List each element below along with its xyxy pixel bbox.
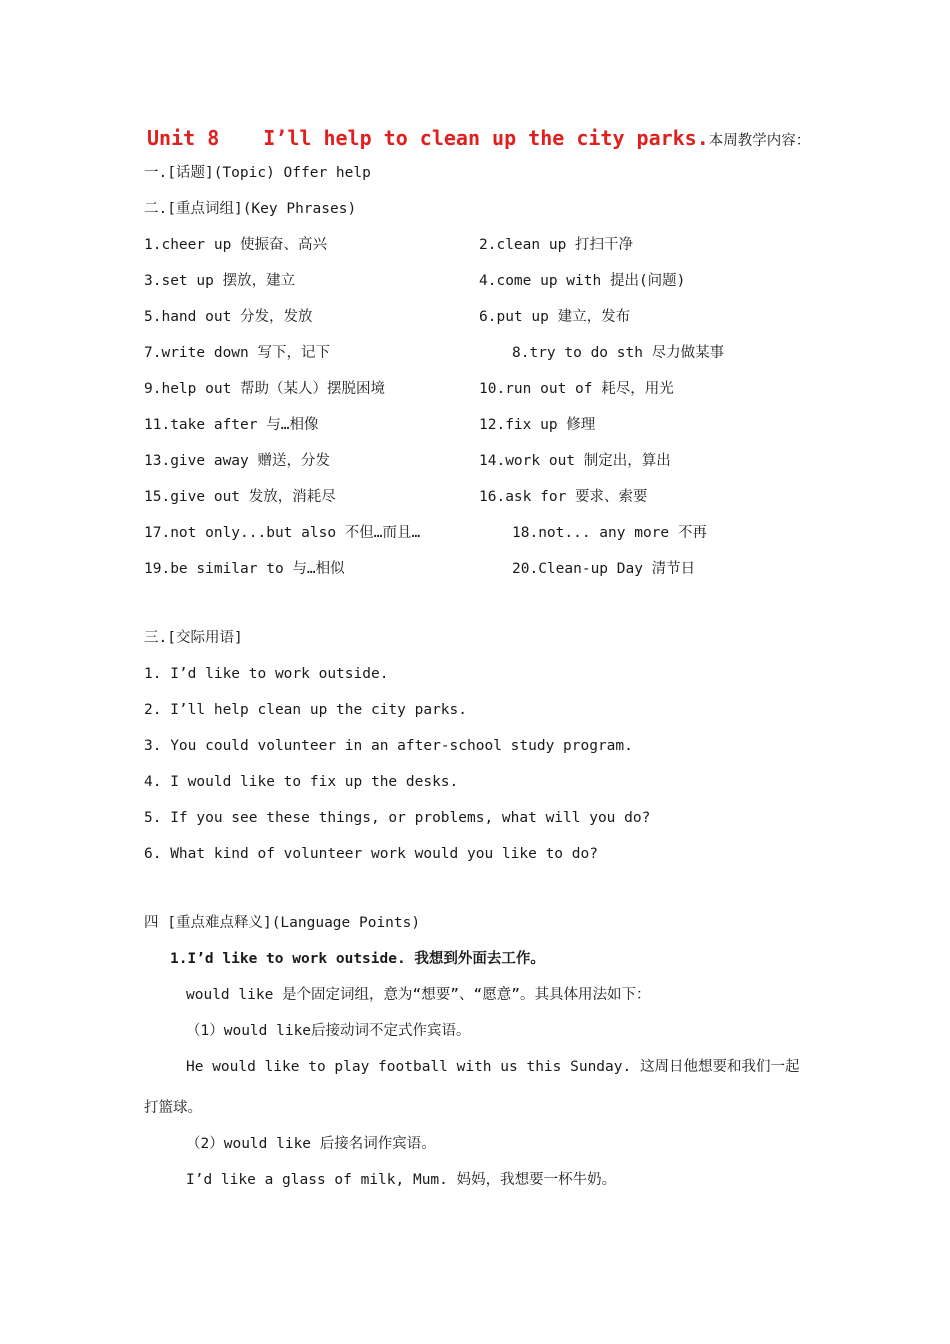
expression-item: 1. I’d like to work outside. <box>144 666 389 682</box>
phrase-item: 17.not only...but also 不但…而且… <box>144 525 421 541</box>
phrase-item: 2.clean up 打扫干净 <box>479 237 634 253</box>
section-expressions-heading: 三.[交际用语] <box>144 630 243 646</box>
phrase-item: 7.write down 写下，记下 <box>144 345 330 361</box>
phrase-item: 6.put up 建立，发布 <box>479 309 631 325</box>
phrase-item: 18.not... any more 不再 <box>512 525 707 541</box>
section-topic-heading: 一.[话题](Topic) Offer help <box>144 165 371 181</box>
phrase-item: 3.set up 摆放，建立 <box>144 273 296 289</box>
language-point-title: 1.I’d like to work outside. 我想到外面去工作。 <box>170 951 545 967</box>
phrase-item: 15.give out 发放，消耗尽 <box>144 489 336 505</box>
expression-item: 4. I would like to fix up the desks. <box>144 774 459 790</box>
phrase-item: 19.be similar to 与…相似 <box>144 561 345 577</box>
phrase-item: 11.take after 与…相像 <box>144 417 319 433</box>
example-sentence: He would like to play football with us this Sunday. 这周日他想要和我们一起 <box>186 1059 800 1075</box>
unit-label: Unit 8 <box>147 126 220 150</box>
phrase-item: 8.try to do sth 尽力做某事 <box>512 345 725 361</box>
expression-item: 2. I’ll help clean up the city parks. <box>144 702 468 718</box>
explanation-line: would like 是个固定词组，意为“想要”、“愿意”。其具体用法如下： <box>186 987 651 1003</box>
example-sentence: I’d like a glass of milk, Mum. 妈妈，我想要一杯牛奶。 <box>186 1172 617 1188</box>
expression-item: 6. What kind of volunteer work would you like to do? <box>144 846 598 862</box>
phrase-item: 4.come up with 提出(问题) <box>479 273 686 289</box>
phrase-item: 5.hand out 分发，发放 <box>144 309 313 325</box>
phrase-item: 9.help out 帮助（某人）摆脱困境 <box>144 381 386 397</box>
expression-item: 3. You could volunteer in an after-school study program. <box>144 738 633 754</box>
page-title <box>147 124 810 155</box>
phrase-item: 12.fix up 修理 <box>479 417 596 433</box>
section-phrases-heading: 二.[重点词组](Key Phrases) <box>144 201 357 217</box>
phrase-item: 1.cheer up 使振奋、高兴 <box>144 237 328 253</box>
example-sentence-continued: 打篮球。 <box>144 1100 202 1116</box>
expression-item: 5. If you see these things, or problems, what will you do? <box>144 810 651 826</box>
phrase-item: 10.run out of 耗尽，用光 <box>479 381 674 397</box>
phrase-item: 20.Clean-up Day 清节日 <box>512 561 696 577</box>
phrase-item: 16.ask for 要求、索要 <box>479 489 648 505</box>
unit-headline: I’ll help to clean up the city parks. <box>263 126 709 150</box>
explanation-line: （1）would like后接动词不定式作宾语。 <box>186 1023 471 1039</box>
title-suffix: 本周教学内容： <box>708 133 811 149</box>
phrase-item: 14.work out 制定出，算出 <box>479 453 671 469</box>
phrase-item: 13.give away 赠送，分发 <box>144 453 330 469</box>
explanation-line: （2）would like 后接名词作宾语。 <box>186 1136 436 1152</box>
section-language-points-heading: 四 [重点难点释义](Language Points) <box>144 915 421 931</box>
